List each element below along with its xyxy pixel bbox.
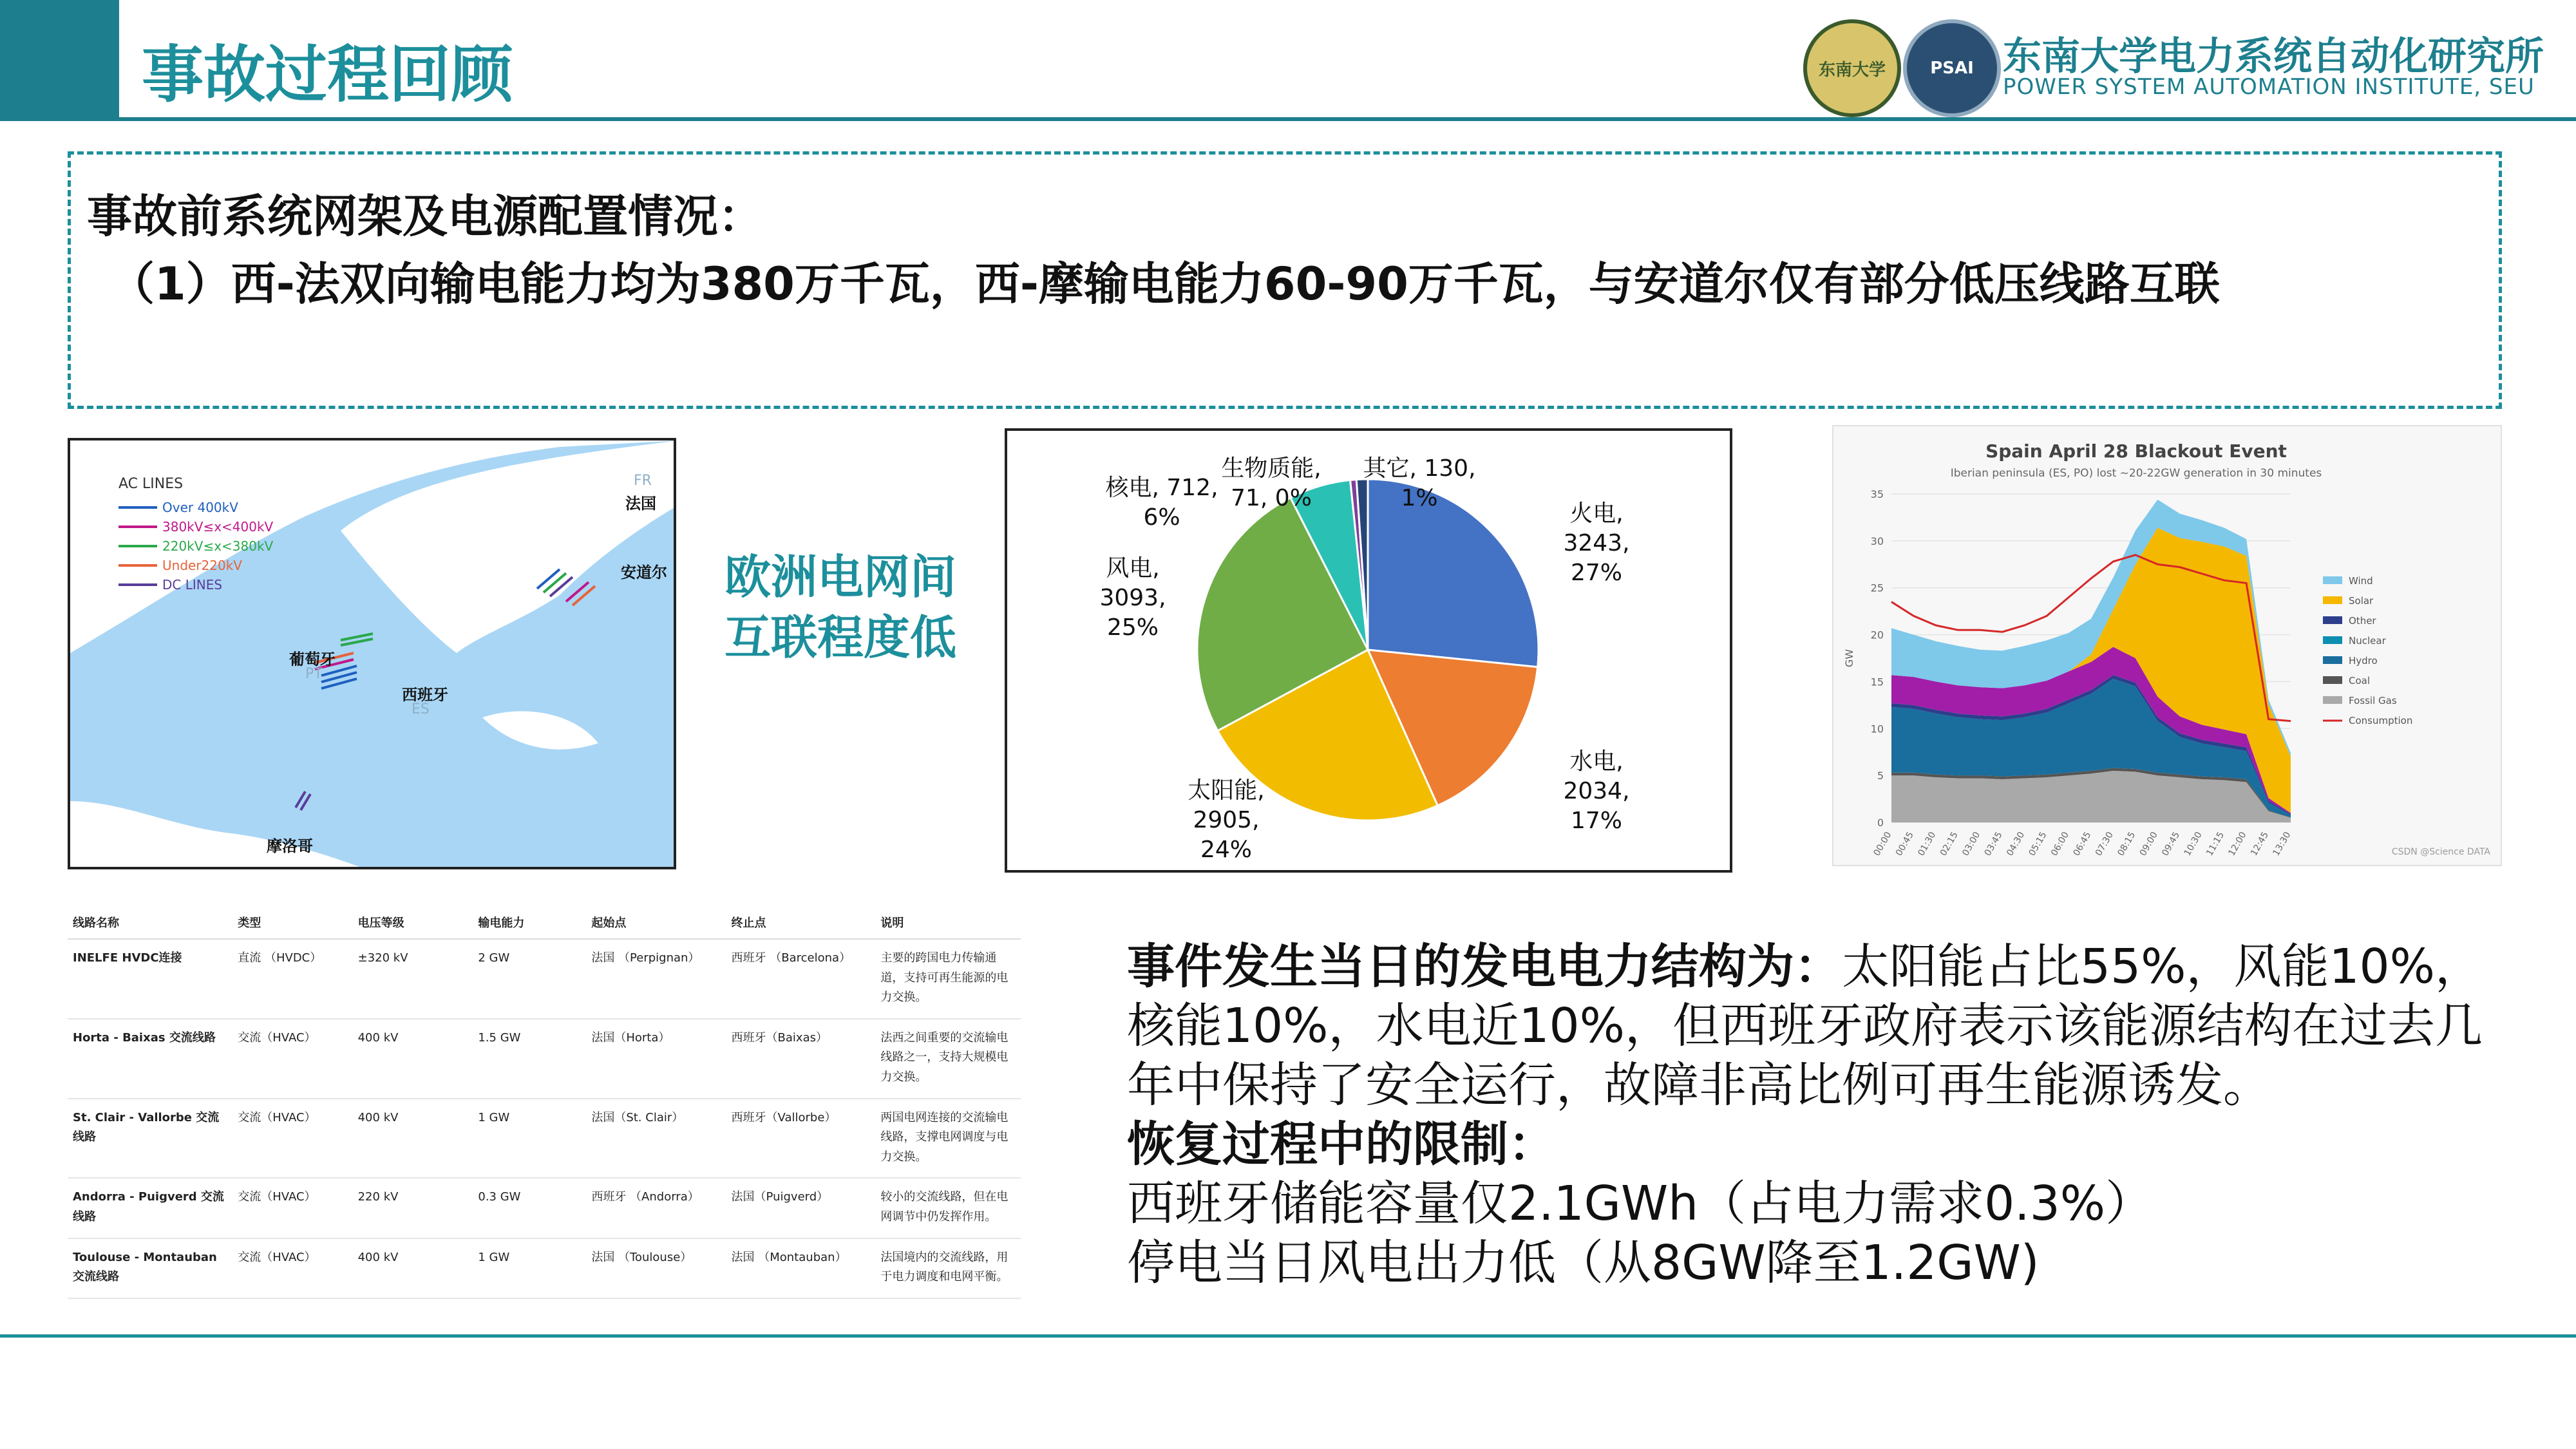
structure-line-3: 年中保持了安全运行，故障非高比例可再生能源诱发。 xyxy=(1127,1057,2271,1113)
generation-mix-pie xyxy=(1007,431,1730,870)
intro-point-1: （1）西-法双向输电能力均为380万千瓦，西-摩输电能力60-90万千瓦，与安道尔仅有部分低压线路互联 xyxy=(109,258,2220,310)
legend-swatch xyxy=(2323,596,2342,604)
col-header-start: 起始点 xyxy=(586,905,726,939)
legend-label: Coal xyxy=(2349,675,2371,687)
table-row: Toulouse - Montauban 交流线路 交流（HVAC） 400 kV 1 GW 法国 （Toulouse） 法国 （Montauban） 法国境内的交流线路，用于电力调度和电网平衡。 xyxy=(68,1238,1021,1298)
x-tick-label: 06:45 xyxy=(2071,830,2094,858)
footer-divider xyxy=(0,1334,2576,1338)
area-chart-title: Spain April 28 Blackout Event xyxy=(1985,440,2287,462)
intro-heading: 事故前系统网架及电源配置情况： xyxy=(87,190,763,243)
col-header-type: 类型 xyxy=(232,905,352,939)
x-tick-label: 07:30 xyxy=(2093,830,2116,858)
y-tick-label: 25 xyxy=(1870,582,1884,594)
legend-label: Wind xyxy=(2349,575,2373,587)
pie-slice-0 xyxy=(1368,479,1539,667)
legend-under-220kv: Under220kV xyxy=(118,558,242,573)
restriction-2: 停电当日风电出力低（从8GW降至1.2GW) xyxy=(1127,1235,2040,1291)
label-andorra: 安道尔 xyxy=(621,564,667,582)
header-accent-block xyxy=(0,0,119,119)
code-pt: PT xyxy=(305,666,323,682)
x-tick-label: 03:00 xyxy=(1960,830,1983,858)
legend-swatch xyxy=(2323,676,2342,684)
y-tick-label: 10 xyxy=(1870,723,1884,735)
grid-map-panel xyxy=(68,438,676,869)
legend-label: Other xyxy=(2349,615,2376,627)
psai-logo: PSAI xyxy=(1903,19,2001,117)
legend-dc-lines: DC LINES xyxy=(118,577,222,592)
col-header-capacity: 输电能力 xyxy=(473,905,586,939)
blackout-area-chart xyxy=(1833,426,2501,865)
code-fr: FR xyxy=(634,473,652,489)
legend-swatch xyxy=(2323,636,2342,644)
y-tick-label: 0 xyxy=(1877,817,1884,829)
y-tick-label: 30 xyxy=(1870,535,1884,547)
institute-name-cn: 东南大学电力系统自动化研究所 xyxy=(2003,34,2544,79)
x-tick-label: 03:45 xyxy=(1982,830,2005,858)
col-header-end: 终止点 xyxy=(726,905,876,939)
x-tick-label: 09:45 xyxy=(2160,830,2183,858)
interconnect-label: 欧洲电网间 互联程度低 xyxy=(724,550,957,665)
code-es: ES xyxy=(412,701,430,717)
x-tick-label: 06:00 xyxy=(2049,830,2072,858)
pie-label-3: 风电, 3093, 25% xyxy=(1099,555,1166,641)
structure-text-1: 太阳能占比55%，风能10%， xyxy=(1842,939,2483,994)
legend-label: Nuclear xyxy=(2349,635,2386,647)
x-tick-label: 12:00 xyxy=(2226,830,2249,858)
legend-380kv: 380kV≤x<400kV xyxy=(118,519,273,535)
pie-label-2: 太阳能, 2905, 24% xyxy=(1188,777,1265,863)
interconnection-lines-table xyxy=(68,905,1021,1299)
pie-label-6: 其它, 130, 1% xyxy=(1363,455,1476,511)
pie-label-1: 水电, 2034, 17% xyxy=(1563,748,1630,834)
label-spain: 西班牙 xyxy=(402,686,448,704)
pie-label-4: 核电, 712, 6% xyxy=(1105,475,1218,531)
x-tick-label: 12:45 xyxy=(2248,830,2271,858)
legend-label: Consumption xyxy=(2349,715,2413,726)
y-tick-label: 35 xyxy=(1870,488,1884,500)
table-header-row xyxy=(68,905,1021,939)
table-row: INELFE HVDC连接 直流 （HVDC） ±320 kV 2 GW 法国 （Perpignan） 西班牙 （Barcelona） 主要的跨国电力传输通道，支持可再生能源的电力交换。 xyxy=(68,939,1021,1019)
structure-label: 事件发生当日的发电电力结构为： xyxy=(1127,939,1842,994)
legend-swatch xyxy=(2323,616,2342,624)
x-tick-label: 01:30 xyxy=(1916,830,1938,858)
x-tick-label: 11:15 xyxy=(2204,830,2227,858)
x-tick-label: 10:30 xyxy=(2182,830,2204,858)
x-tick-label: 09:00 xyxy=(2137,830,2160,858)
col-header-name: 线路名称 xyxy=(68,905,232,939)
col-header-voltage: 电压等级 xyxy=(353,905,473,939)
x-tick-label: 00:45 xyxy=(1893,830,1916,858)
legend-over-400kv: Over 400kV xyxy=(118,500,238,515)
legend-220kv: 220kV≤x<380kV xyxy=(118,538,273,554)
restriction-1: 西班牙储能容量仅2.1GWh（占电力需求0.3%） xyxy=(1127,1176,2154,1231)
table-row: Horta - Baixas 交流线路 交流（HVAC） 400 kV 1.5 GW 法国（Horta） 西班牙（Baixas） 法西之间重要的交流输电线路之一，支持大规模电力交换。 xyxy=(68,1019,1021,1099)
label-portugal: 葡萄牙 xyxy=(289,650,336,668)
pie-label-0: 火电, 3243, 27% xyxy=(1563,500,1630,586)
page-title: 事故过程回顾 xyxy=(142,39,513,111)
university-seal-logo: 东南大学 xyxy=(1803,19,1901,117)
institute-name-en: POWER SYSTEM AUTOMATION INSTITUTE, SEU xyxy=(2003,74,2535,100)
y-tick-label: 15 xyxy=(1870,676,1884,688)
generation-mix-pie-panel xyxy=(1005,428,1732,873)
watermark: CSDN @Science DATA xyxy=(2391,847,2490,857)
table-row: Andorra - Puigverd 交流线路 交流（HVAC） 220 kV 0.3 GW 西班牙 （Andorra） 法国（Puigverd） 较小的交流线路，但在电网调节中仍发挥作用。 xyxy=(68,1178,1021,1238)
legend-swatch xyxy=(2323,656,2342,664)
x-tick-label: 05:15 xyxy=(2027,830,2049,858)
map-legend-title: AC LINES xyxy=(118,476,184,492)
legend-label: Solar xyxy=(2349,595,2374,607)
x-tick-label: 08:15 xyxy=(2116,830,2138,858)
col-header-desc: 说明 xyxy=(875,905,1021,939)
x-tick-label: 02:15 xyxy=(1938,830,1960,858)
y-tick-label: 5 xyxy=(1877,770,1884,782)
structure-line-1 xyxy=(1127,937,2483,996)
structure-line-2: 核能10%，水电近10%，但西班牙政府表示该能源结构在过去几 xyxy=(1127,998,2483,1054)
table-row: St. Clair - Vallorbe 交流线路 交流（HVAC） 400 kV 1 GW 法国（St. Clair） 西班牙（Vallorbe） 两国电网连接的交流输电线路，支撑电网调度与电力交换。 xyxy=(68,1099,1021,1179)
legend-swatch xyxy=(2323,576,2342,584)
legend-label: Fossil Gas xyxy=(2349,695,2397,706)
x-tick-label: 04:30 xyxy=(2005,830,2027,858)
y-axis-label: GW xyxy=(1843,649,1855,668)
y-tick-label: 20 xyxy=(1870,629,1884,641)
x-tick-label: 00:00 xyxy=(1871,830,1894,858)
label-morocco: 摩洛哥 xyxy=(267,837,313,855)
header-divider xyxy=(0,117,2576,121)
x-tick-label: 13:30 xyxy=(2271,830,2293,858)
legend-swatch xyxy=(2323,696,2342,704)
blackout-area-chart-panel xyxy=(1832,425,2502,866)
legend-label: Hydro xyxy=(2349,655,2378,667)
area-chart-subtitle: Iberian peninsula (ES, PO) lost ~20-22GW generation in 30 minutes xyxy=(1950,467,2322,480)
label-france: 法国 xyxy=(625,495,656,513)
pie-label-5: 生物质能, 71, 0% xyxy=(1221,455,1321,511)
restriction-label: 恢复过程中的限制： xyxy=(1127,1117,1556,1172)
